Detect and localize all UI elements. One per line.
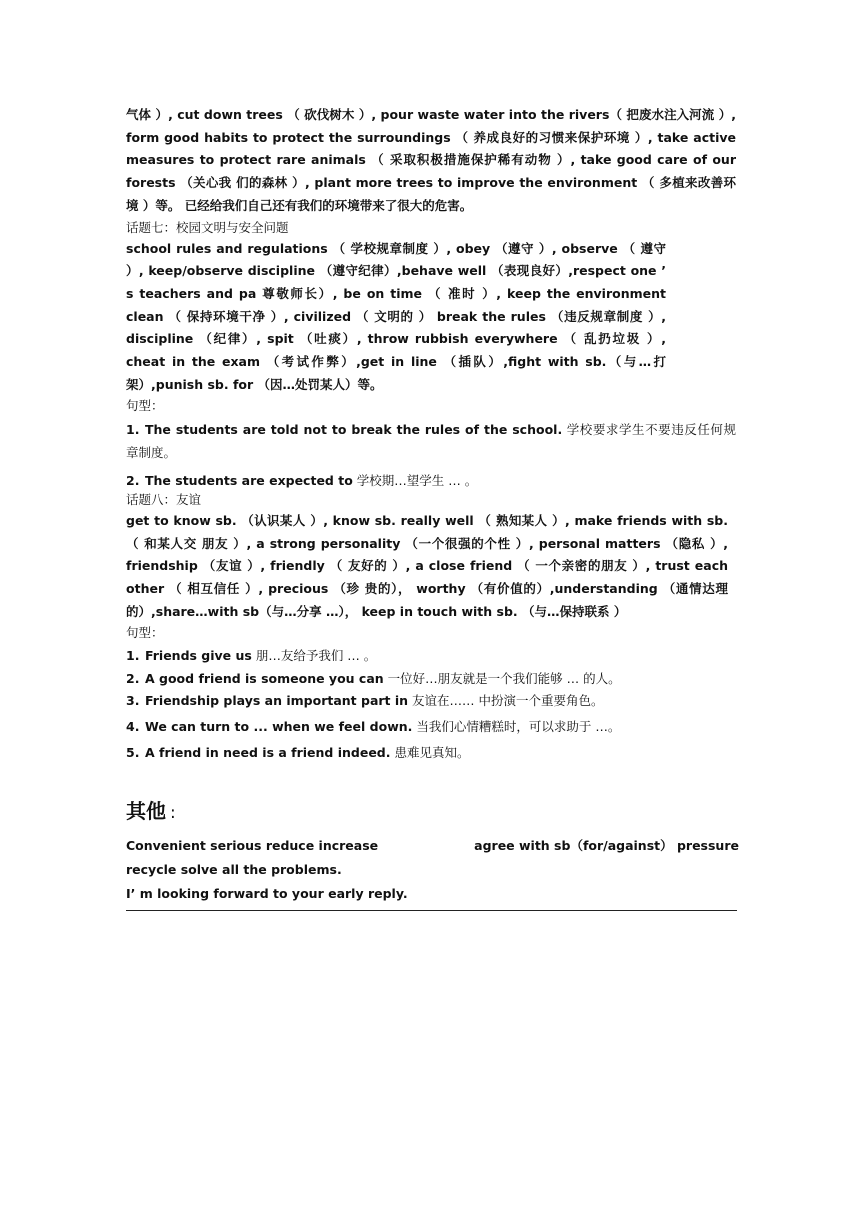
sentence-english: The students are expected to <box>145 472 353 488</box>
sentence-chinese: 患难见真知。 <box>390 745 470 761</box>
sentence-number: 2. <box>126 472 140 488</box>
sentence-english: The students are told not to break the rules of the school. <box>145 422 563 438</box>
sentence-number: 2. <box>126 671 140 687</box>
other-title-text: 其他 <box>126 799 166 824</box>
sentence-chinese: 一位好…朋友就是一个我们能够 … 的人。 <box>383 671 621 687</box>
other-word-line-1 <box>126 834 739 858</box>
sentence-english: Friendship plays an important part in <box>145 693 409 709</box>
sentence-chinese: 朋…友给予我们 … 。 <box>251 648 377 664</box>
sentence-number: 3. <box>126 693 140 709</box>
topic8-sentence-3 <box>126 691 736 710</box>
topic7-pattern-label: 句型： <box>126 398 164 414</box>
topic8-sentence-list <box>126 646 736 762</box>
topic7-vocab-paragraph <box>126 238 666 397</box>
other-title-colon: : <box>170 803 176 824</box>
other-word-line-3: I’ m looking forward to your early reply. <box>126 886 408 902</box>
topic8-sentence-4 <box>126 717 736 736</box>
sentence-chinese: 学校期…望学生 … 。 <box>352 472 478 488</box>
topic6-vocab-text: 气体 ）, cut down trees （ 砍伐树木 ）, pour waste water into the rivers（ 把废水注入河流 ）, form good habits to protect the surroundings （ 养成良好的习惯来保护环境 ）, take active measures to protect rare animals （ 采取积极措施保护稀有动物 ）, take good care of our forests （关心我 们的森林 ）, plant more trees to improve the environment （ 多植来改善环境 ）等。 已经给我们自己还有我们的环境带来了很大的危害。 <box>126 107 736 213</box>
topic8-sentence-2 <box>126 669 736 688</box>
topic7-vocab-text: school rules and regulations （ 学校规章制度 ）, obey （遵守 ）, observe （ 遵守 ）, keep/observe discipline （遵守纪律）,behave well （表现良好）,respect one ’ s teachers and pa 尊敬师长）, be on time （ 准时 ）, keep the environment clean （ 保持环境干净 ）, civilized （ 文明的 ） break the rules （违反规章制度 ）, discipline （纪律）, spit （吐痰）, throw rubbish everywhere （ 乱扔垃圾 ）, cheat in the exam （考试作弊）,get in line （插队）,fight with sb.（与…打架）,punish sb. for （因…处罚某人）等。 <box>126 240 666 392</box>
topic6-vocab-paragraph <box>126 104 736 218</box>
other-word-line-2: recycle solve all the problems. <box>126 862 342 878</box>
sentence-number: 1. <box>126 648 140 664</box>
sentence-english: A friend in need is a friend indeed. <box>145 745 391 761</box>
sentence-english: Friends give us <box>145 648 252 664</box>
sentence-chinese: 友谊在…… 中扮演一个重要角色。 <box>408 693 604 709</box>
topic8-sentence-1 <box>126 646 736 665</box>
sentence-chinese: 学校要求学生不要违反任何规 章制度。 <box>126 422 736 461</box>
other-words-b: agree with sb（for/against） pressure <box>474 838 739 854</box>
bottom-divider <box>126 910 737 911</box>
topic8-vocab-paragraph <box>126 510 728 624</box>
sentence-number: 4. <box>126 719 140 735</box>
topic8-pattern-label: 句型： <box>126 625 164 641</box>
sentence-english: We can turn to ... when we feel down. <box>145 719 413 735</box>
topic8-vocab-text: get to know sb. （认识某人 ）, know sb. really well （ 熟知某人 ）, make friends with sb. （ 和某人交 朋友 ）, a strong personality （一个很强的个性 ）, personal matters （隐私 ）, friendship （友谊 ）, friendly （ 友好的 ）, a close friend （ 一个亲密的朋友 ）, trust each other （ 相互信任 ）, precious （珍 贵的）， worthy （有价值的）,understanding （通情达理的）,share…with sb（与…分享 …）， keep in touch with sb. （与…保持联系 ） <box>126 512 728 619</box>
sentence-chinese: 当我们心情糟糕时，可以求助于 …。 <box>412 719 621 735</box>
sentence-english: A good friend is someone you can <box>145 671 384 687</box>
topic7-sentence-2 <box>126 471 736 490</box>
topic8-title: 话题八：友谊 <box>126 491 202 507</box>
other-section-title <box>126 796 736 828</box>
document-page <box>126 104 739 911</box>
topic7-title: 话题七：校园文明与安全问题 <box>126 219 289 235</box>
sentence-number: 1. <box>126 422 140 438</box>
topic8-sentence-5 <box>126 743 736 762</box>
sentence-number: 5. <box>126 745 140 761</box>
topic7-sentence-1 <box>126 419 736 464</box>
other-words-a: Convenient serious reduce increase <box>126 838 379 854</box>
